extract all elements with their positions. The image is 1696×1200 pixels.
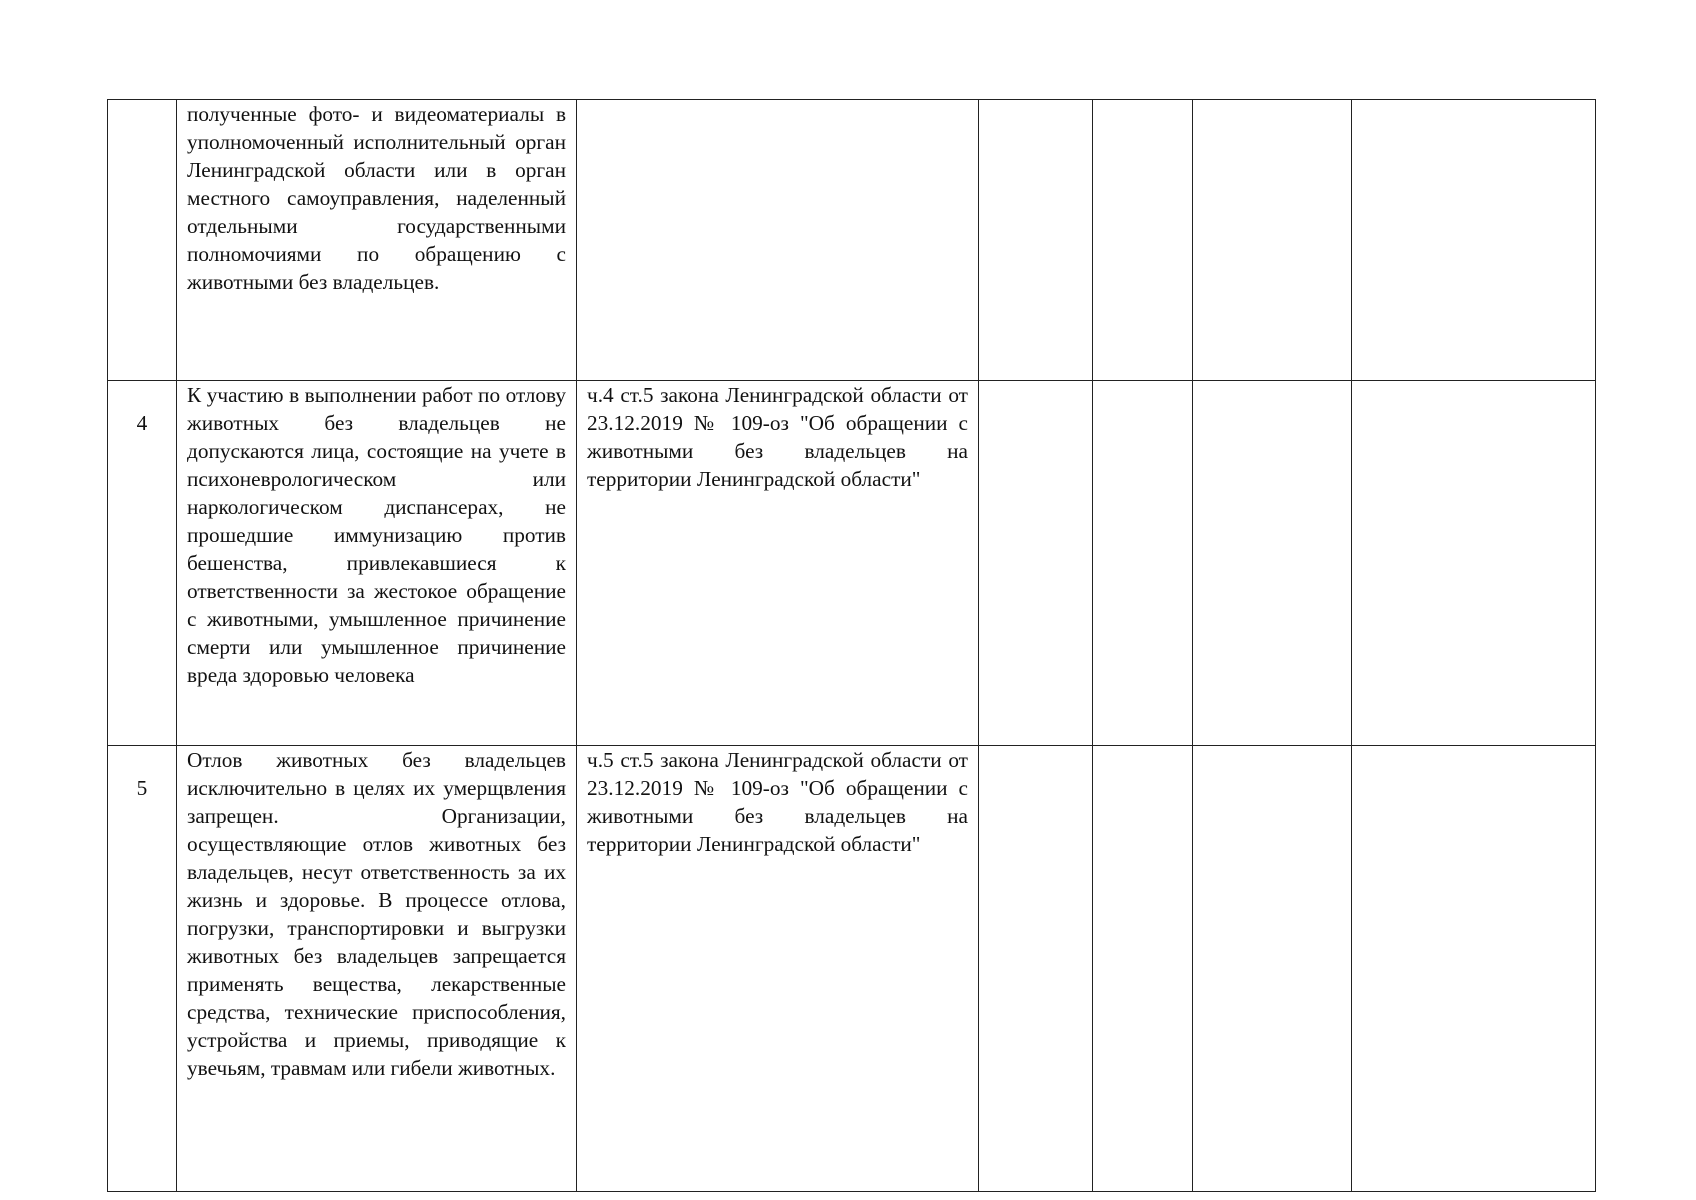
requirement-text-content: Отлов животных без владельцев исключительно в целях их умерщвления запрещен. Организации, осуществляющие отлов животных без владельцев, несут ответственность за их жизнь и здоровье. В процессе отлова, погрузки, транспортировки и выгрузки животных без владельцев запрещается применять вещества, лекарственные средства, технические приспособления, устройства и приемы, приводящие к увечьям, травмам или гибели животных.: [187, 748, 566, 1080]
empty-cell: [979, 746, 1093, 1192]
requirement-text: [177, 100, 577, 381]
table-row: [108, 100, 1596, 381]
requirement-text-content: К участию в выполнении работ по отлову животных без владельцев не допускаются лица, состоящие на учете в психоневрологическом или наркологическом диспансерах, не прошедшие иммунизацию против бешенства, привлекавшиеся к ответственности за жестокое обращение с животными, умышленное причинение смерти или умышленное причинение вреда здоровью человека: [187, 383, 566, 687]
legal-reference: [577, 381, 979, 746]
empty-cell: [1093, 381, 1193, 746]
empty-cell: [1352, 100, 1596, 381]
legal-reference-content: ч.5 ст.5 закона Ленинградской области от 23.12.2019 № 109-оз "Об обращении с животными без владельцев на территории Ленинградской области": [587, 748, 968, 856]
empty-cell: [1352, 381, 1596, 746]
requirement-text-content: полученные фото- и видеоматериалы в уполномоченный исполнительный орган Ленинградской области или в орган местного самоуправления, наделенный отдельными государственными полномочиями по обращению с животными без владельцев.: [187, 102, 566, 294]
legal-reference: [577, 746, 979, 1192]
empty-cell: [1093, 746, 1193, 1192]
empty-cell: [979, 100, 1093, 381]
requirements-table: [107, 99, 1596, 1192]
row-number: 4: [108, 381, 177, 746]
empty-cell: [1193, 746, 1352, 1192]
legal-reference: [577, 100, 979, 381]
empty-cell: [979, 381, 1093, 746]
row-number: [108, 100, 177, 381]
empty-cell: [1193, 381, 1352, 746]
empty-cell: [1352, 746, 1596, 1192]
requirement-text: [177, 381, 577, 746]
table-row: [108, 381, 1596, 746]
row-number: 5: [108, 746, 177, 1192]
empty-cell: [1093, 100, 1193, 381]
requirement-text: [177, 746, 577, 1192]
legal-reference-content: ч.4 ст.5 закона Ленинградской области от 23.12.2019 № 109-оз "Об обращении с животными без владельцев на территории Ленинградской области": [587, 383, 968, 491]
table-row: [108, 746, 1596, 1192]
empty-cell: [1193, 100, 1352, 381]
